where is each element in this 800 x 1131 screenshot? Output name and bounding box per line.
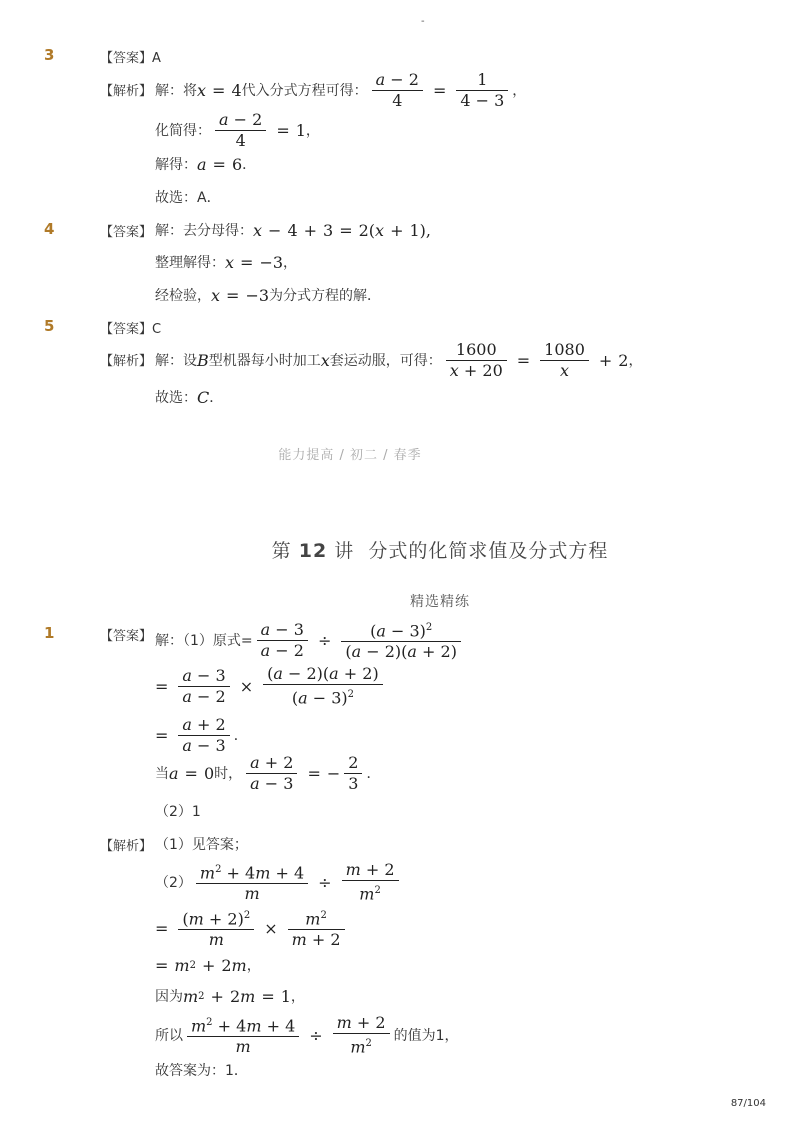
analysis-tag: 【解析】: [100, 84, 153, 99]
answer-tag: 【答案】: [100, 225, 153, 240]
answer-tag: 【答案】: [100, 629, 153, 644]
p1-analysis-3: = $\frac{(m + 2)^2}{m}$ × $\frac{m^2}{m + 2}$: [155, 908, 349, 948]
answer-tag: 【答案】C: [100, 322, 162, 337]
question-number: 5: [44, 317, 55, 335]
page-footer: 能力提高 / 初二 / 春季: [278, 448, 422, 463]
p1-line-4: 当 a = 0 时， $\frac{a + 2}{a - 3}$ = − $\frac{2}{3}$ ．: [155, 752, 381, 793]
question-number: 4: [44, 220, 55, 238]
page-number: 87/104: [730, 1098, 766, 1109]
p1-analysis-7: 故答案为：1．: [155, 1063, 248, 1079]
question-number: 1: [44, 624, 55, 642]
p1-line-1: 解：（1）原式= $\frac{a - 3}{a - 2}$ ÷ $\frac{(a - 3)^2}{(a - 2)(a + 2)}$: [155, 620, 465, 660]
question-number: 3: [44, 46, 55, 64]
analysis-tag: 【解析】: [100, 354, 153, 369]
p1-analysis-2: （2） $\frac{m^2 + 4m + 4}{m}$ ÷ $\frac{m + 2}{m^2}$: [155, 862, 403, 902]
q4-line-2: 整理解得： x = −3 ，: [155, 252, 298, 272]
analysis-tag: 【解析】: [100, 839, 153, 854]
q3-line-3: 解得： a = 6 ．: [155, 154, 257, 174]
q3-line-2: 化简得： $\frac{a - 2}{4}$ = 1 ，: [155, 109, 320, 150]
p1-line-3: = $\frac{a + 2}{a - 3}$ ．: [155, 714, 248, 755]
section-title: 精选精练: [410, 594, 470, 610]
p1-analysis-6: 所以 $\frac{m^2 + 4m + 4}{m}$ ÷ $\frac{m + 2}{m^2}$ 的值为1，: [155, 1012, 459, 1057]
q4-line-3: 经检验， x = −3 为分式方程的解．: [155, 285, 382, 305]
p1-line-5: （2）1: [155, 804, 201, 820]
p1-analysis-4: = m 2 + 2 m ，: [155, 955, 261, 975]
q4-line-1: 解：去分母得： x − 4 + 3 = 2( x + 1),: [155, 220, 431, 240]
lecture-title: 第 12 讲 分式的化简求值及分式方程: [271, 540, 609, 562]
answer-tag: 【答案】A: [100, 51, 161, 66]
q5-line-1: 解：设 B 型机器每小时加工 x 套运动服，可得： $\frac{1600}{x + 20}$ = $\frac{1080}{x}$ + 2 ，: [155, 339, 643, 380]
p1-analysis-5: 因为 m 2 + 2 m = 1 ，: [155, 986, 305, 1006]
header-mark: -: [421, 16, 425, 27]
q3-line-4: 故选：A．: [155, 190, 221, 206]
q5-line-2: 故选： C ．: [155, 387, 224, 407]
q3-line-1: 解：将 x = 4 代入分式方程可得： $\frac{a - 2}{4}$ = $\frac{1}{4 - 3}$ ，: [155, 69, 527, 110]
p1-analysis-1: （1）见答案；: [155, 837, 248, 853]
p1-line-2: = $\frac{a - 3}{a - 2}$ × $\frac{(a - 2)(a + 2)}{(a - 3)^2}$: [155, 666, 387, 706]
